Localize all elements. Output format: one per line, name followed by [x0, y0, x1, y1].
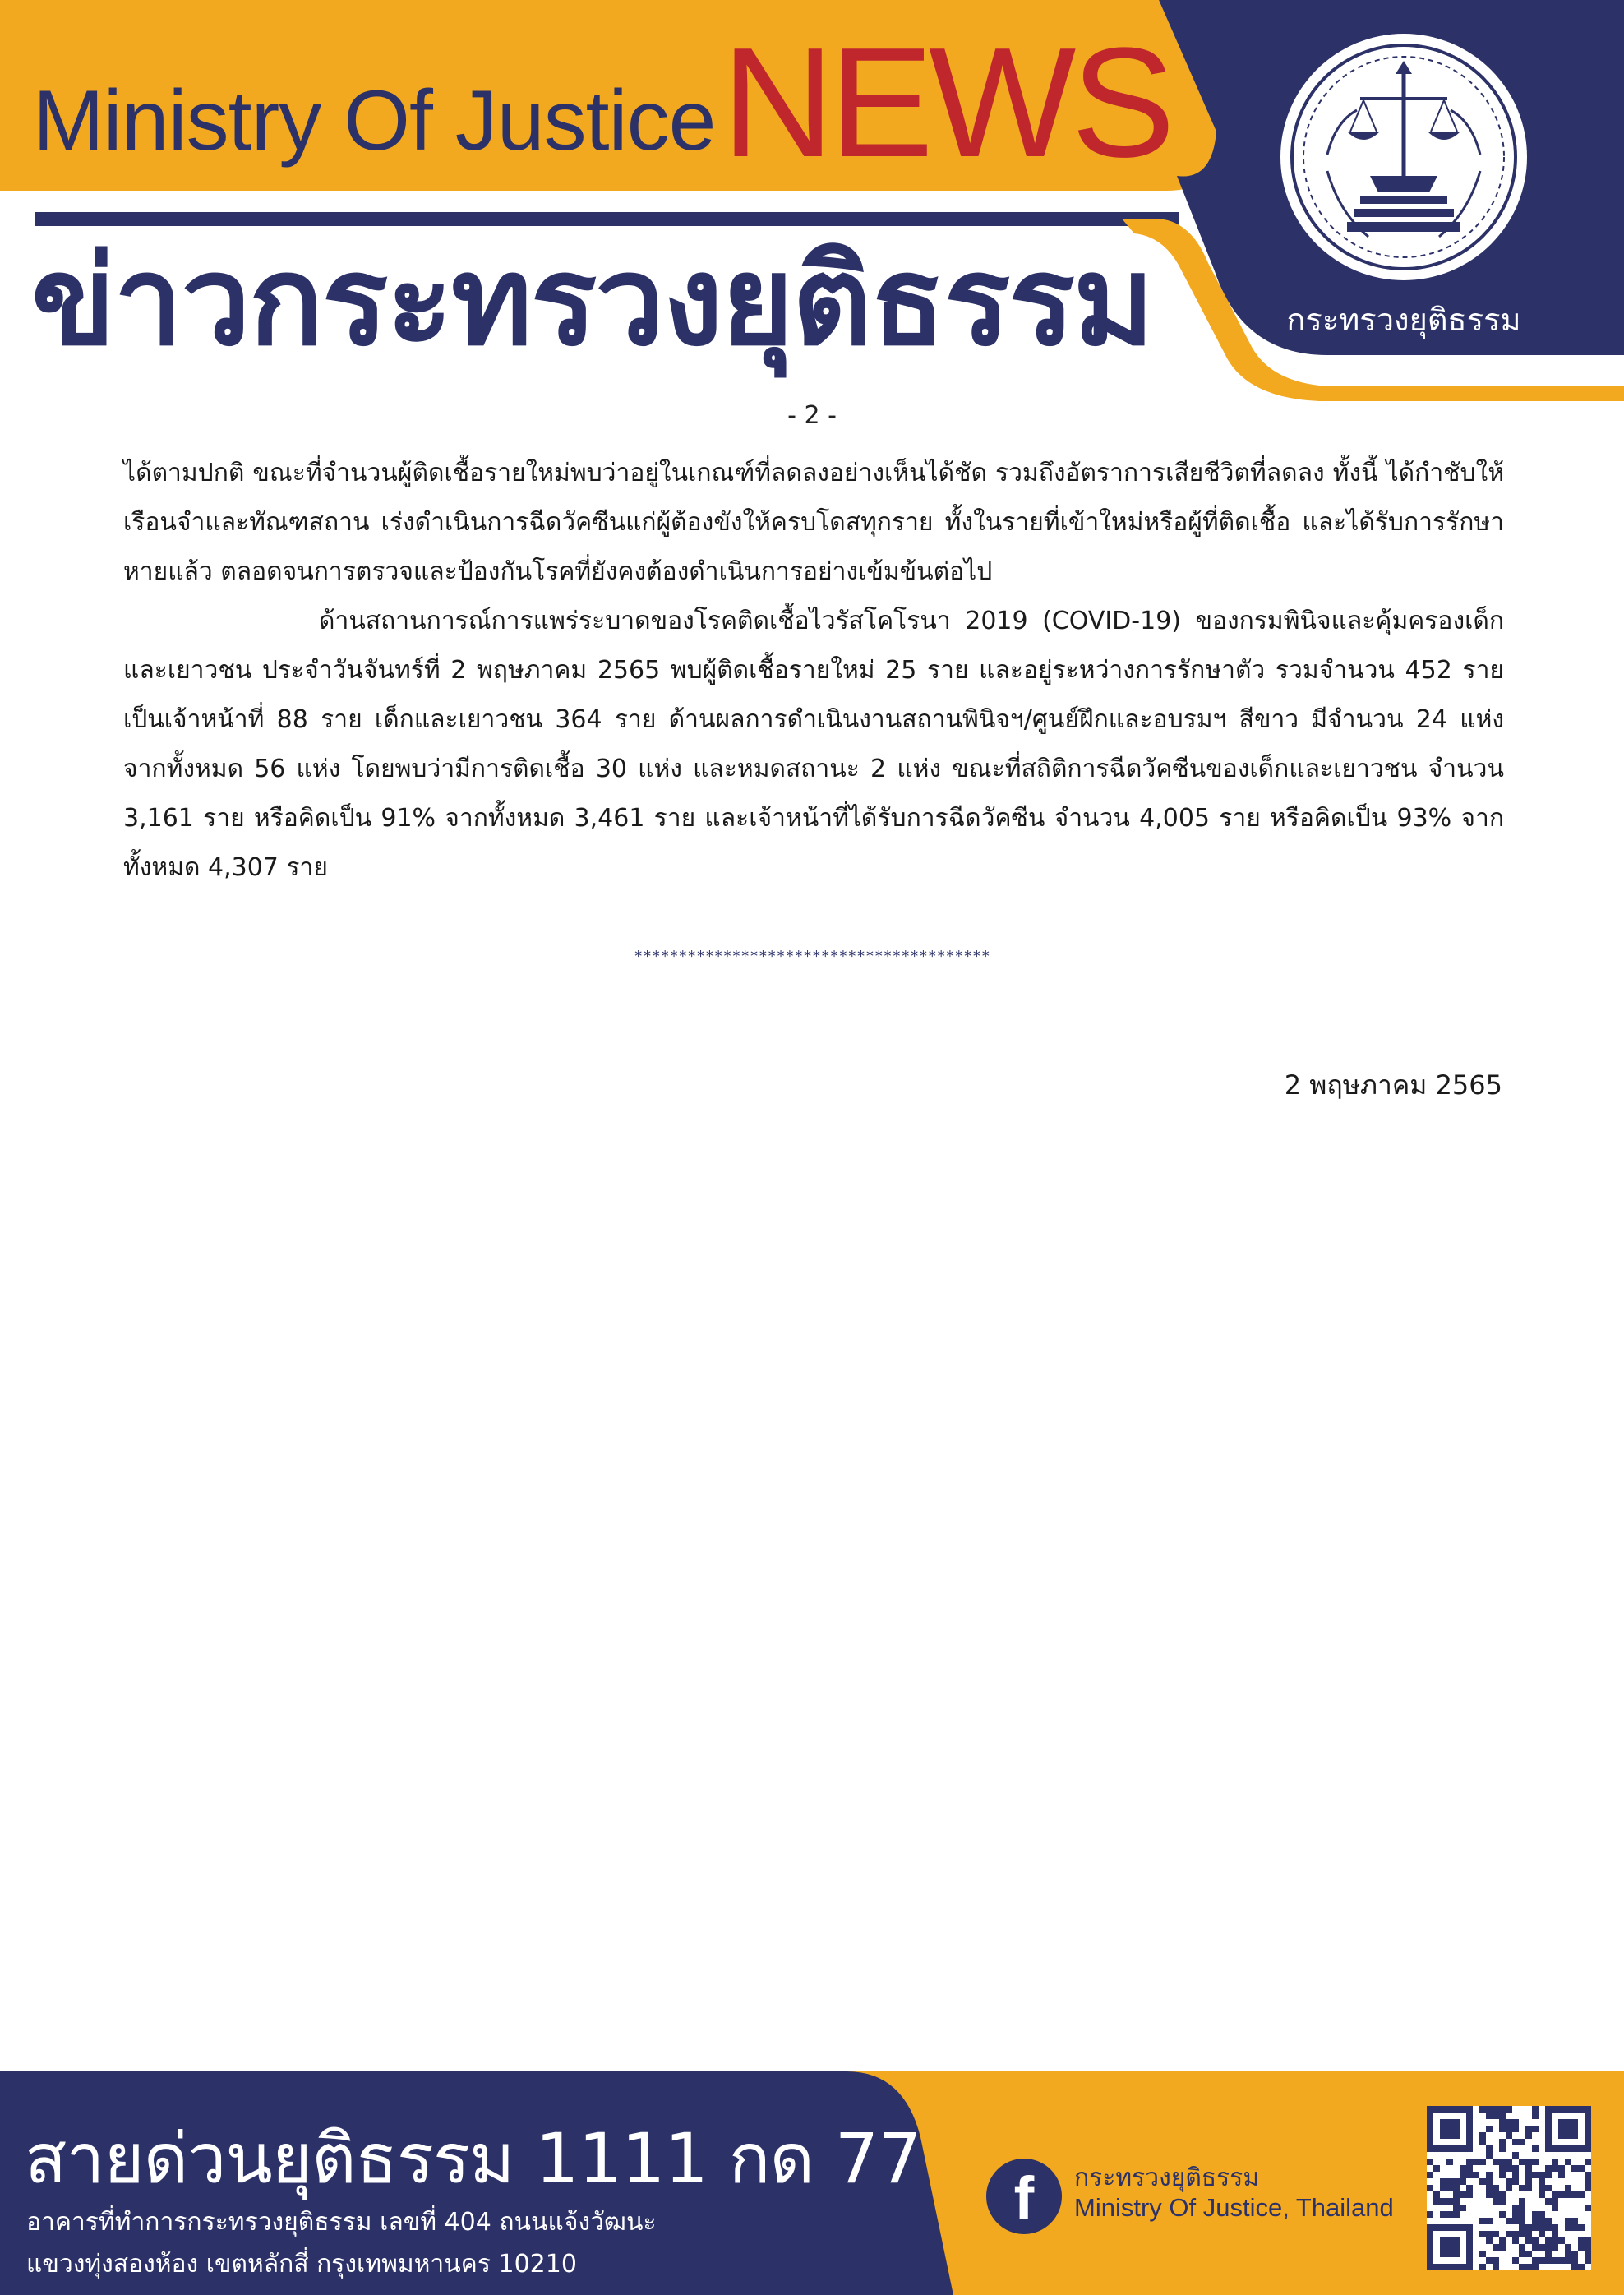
article-body [123, 449, 1504, 893]
publish-date: 2 พฤษภาคม 2565 [1284, 1069, 1502, 1101]
qr-code-icon[interactable] [1427, 2106, 1591, 2270]
brand-title-en: Ministry Of Justice [33, 73, 716, 169]
hotline-text: สายด่วนยุติธรรม 1111 กด 77 [25, 2118, 921, 2199]
page-number: - 2 - [787, 401, 837, 430]
paragraph-2: ด้านสถานการณ์การแพร่ระบาดของโรคติดเชื้อไวรัสโคโรนา 2019 (COVID-19) ของกรมพินิจและคุ้มครองเด็กและเยาวชน ประจำวันจันทร์ที่ 2 พฤษภาคม 2565 พบผู้ติดเชื้อรายใหม่ 25 ราย และอยู่ระหว่างการรักษาตัว รวมจำนวน 452 ราย เป็นเจ้าหน้าที่ 88 ราย เด็กและเยาวชน 364 ราย ด้านผลการดำเนินงานสถานพินิจฯ/ศูนย์ฝึกและอบรมฯ สีขาว มีจำนวน 24 แห่ง จากทั้งหมด 56 แห่ง โดยพบว่ามีการติดเชื้อ 30 แห่ง และหมดสถานะ 2 แห่ง ขณะที่สถิติการฉีดวัคซีนของเด็กและเยาวชน จำนวน 3,161 ราย หรือคิดเป็น 91% จากทั้งหมด 3,461 ราย และเจ้าหน้าที่ได้รับการฉีดวัคซีน จำนวน 4,005 ราย หรือคิดเป็น 93% จากทั้งหมด 4,307 ราย [123, 607, 1504, 882]
facebook-icon[interactable]: f [986, 2159, 1062, 2234]
facebook-page-name-th[interactable]: กระทรวงยุติธรรม [1074, 2163, 1260, 2192]
facebook-page-name-en[interactable]: Ministry Of Justice, Thailand [1074, 2193, 1394, 2222]
brand-news-title: NEWS [722, 16, 1170, 190]
ministry-seal-icon [1278, 31, 1529, 283]
separator-stars: **************************************** [634, 948, 990, 965]
address-line-2: แขวงทุ่งสองห้อง เขตหลักสี่ กรุงเทพมหานคร 10210 [26, 2250, 577, 2279]
paragraph-1: ได้ตามปกติ ขณะที่จำนวนผู้ติดเชื้อรายใหม่พบว่าอยู่ในเกณฑ์ที่ลดลงอย่างเห็นได้ชัด รวมถึงอัตราการเสียชีวิตที่ลดลง ทั้งนี้ ได้กำชับให้เรือนจำและทัณฑสถาน เร่งดำเนินการฉีดวัคซีนแก่ผู้ต้องขังให้ครบโดสทุกราย ทั้งในรายที่เข้าใหม่หรือผู้ที่ติดเชื้อ และได้รับการรักษาหายแล้ว ตลอดจนการตรวจและป้องกันโรคที่ยังคงต้องดำเนินการอย่างเข้มข้นต่อไป [123, 459, 1504, 586]
brand-title-th: ข่าวกระทรวงยุติธรรม [31, 230, 1153, 373]
seal-label: กระทรวงยุติธรรม [1286, 302, 1521, 338]
address-line-1: อาคารที่ทำการกระทรวงยุติธรรม เลขที่ 404 ถนนแจ้งวัฒนะ [26, 2208, 657, 2237]
